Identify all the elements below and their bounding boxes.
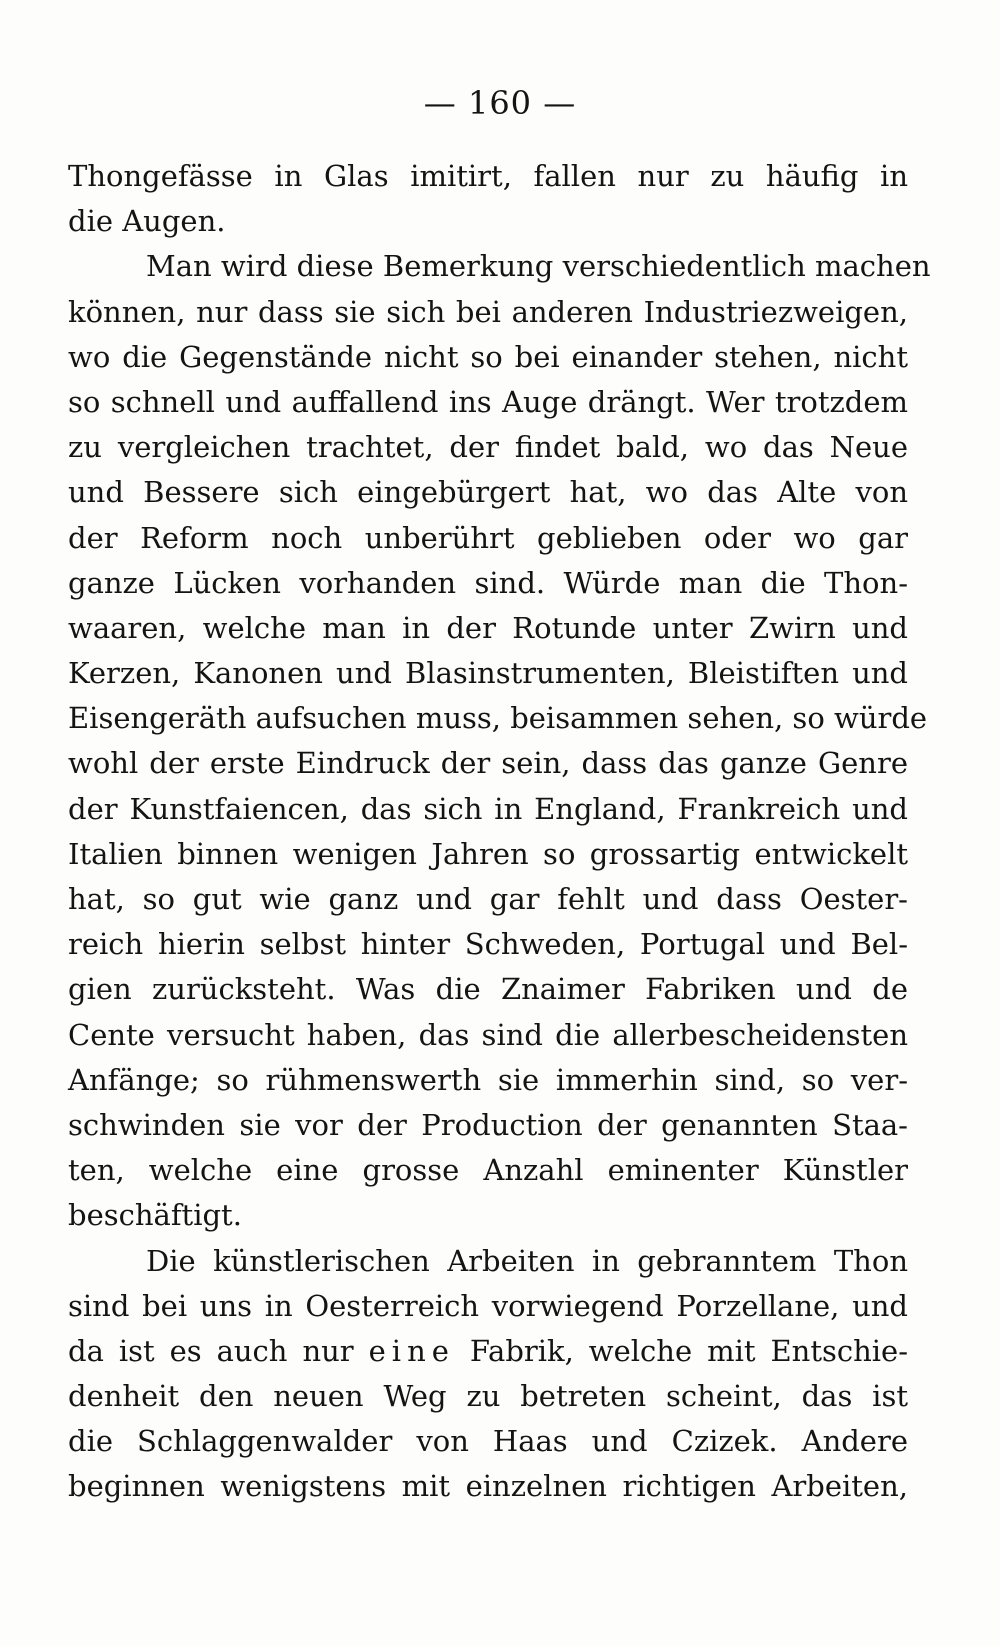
text-line: Eisengeräth aufsuchen muss, beisammen sehen, so würde xyxy=(68,701,928,736)
text-line: der Reform noch unberührt geblieben oder wo gar xyxy=(68,520,908,555)
text-line: Italien binnen wenigen Jahren so grossartig entwickelt xyxy=(68,836,908,871)
text-line: Man wird diese Bemerkung verschiedentlich machen xyxy=(146,249,931,284)
text-line: Thongefässe in Glas imitirt, fallen nur zu häufig in xyxy=(68,159,908,193)
text-line: reich hierin selbst hinter Schweden, Portugal und Bel- xyxy=(68,927,908,962)
text-line xyxy=(68,1329,908,1374)
text-line: sind bei uns in Oesterreich vorwiegend Porzellane, und xyxy=(68,1288,908,1323)
text-line: Die künstlerischen Arbeiten in gebranntem Thon xyxy=(146,1243,908,1278)
text-line: Kerzen, Kanonen und Blasinstrumenten, Bleistiften und xyxy=(68,656,908,691)
text-line: und Bessere sich eingebürgert hat, wo das Alte von xyxy=(68,475,908,510)
text-line: beginnen wenigstens mit einzelnen richtigen Arbeiten, xyxy=(68,1469,908,1504)
text-line: hat, so gut wie ganz und gar fehlt und dass Oester- xyxy=(68,882,908,916)
text-line: waaren, welche man in der Rotunde unter Zwirn und xyxy=(68,610,908,645)
text-line: Anfänge; so rühmenswerth sie immerhin sind, so ver- xyxy=(68,1062,908,1097)
text-line: können, nur dass sie sich bei anderen Industriezweigen, xyxy=(68,294,908,329)
text-line: Cente versucht haben, das sind die allerbescheidensten xyxy=(68,1017,908,1052)
text-line: die Schlaggenwalder von Haas und Czizek. Andere xyxy=(68,1424,908,1459)
text-line: denheit den neuen Weg zu betreten scheint, das ist xyxy=(68,1379,908,1414)
page-number: — 160 — xyxy=(423,84,577,122)
text-line: so schnell und auffallend ins Auge drängt. Wer trotzdem xyxy=(68,384,908,419)
text-run: da ist es auch nur xyxy=(68,1333,354,1368)
text-line: zu vergleichen trachtet, der findet bald, wo das Neue xyxy=(68,430,908,465)
text-line: ten, welche eine grosse Anzahl eminenter Künstler xyxy=(68,1153,908,1188)
text-line: gien zurücksteht. Was die Znaimer Fabriken und de xyxy=(68,972,908,1007)
text-line: beschäftigt. xyxy=(68,1198,242,1233)
text-line: ganze Lücken vorhanden sind. Würde man die Thon- xyxy=(68,565,908,600)
text-line: der Kunstfaiencen, das sich in England, Frankreich und xyxy=(68,791,908,826)
text-line: schwinden sie vor der Production der genannten Staa- xyxy=(68,1107,908,1142)
text-line: wohl der erste Eindruck der sein, dass das ganze Genre xyxy=(68,746,908,781)
text-run: Fabrik, welche mit Entschie- xyxy=(469,1333,909,1368)
text-line: die Augen. xyxy=(68,204,226,239)
emphasized-word: eine xyxy=(368,1333,455,1368)
body-text xyxy=(68,154,931,1510)
text-line: wo die Gegenstände nicht so bei einander stehen, nicht xyxy=(68,339,908,374)
